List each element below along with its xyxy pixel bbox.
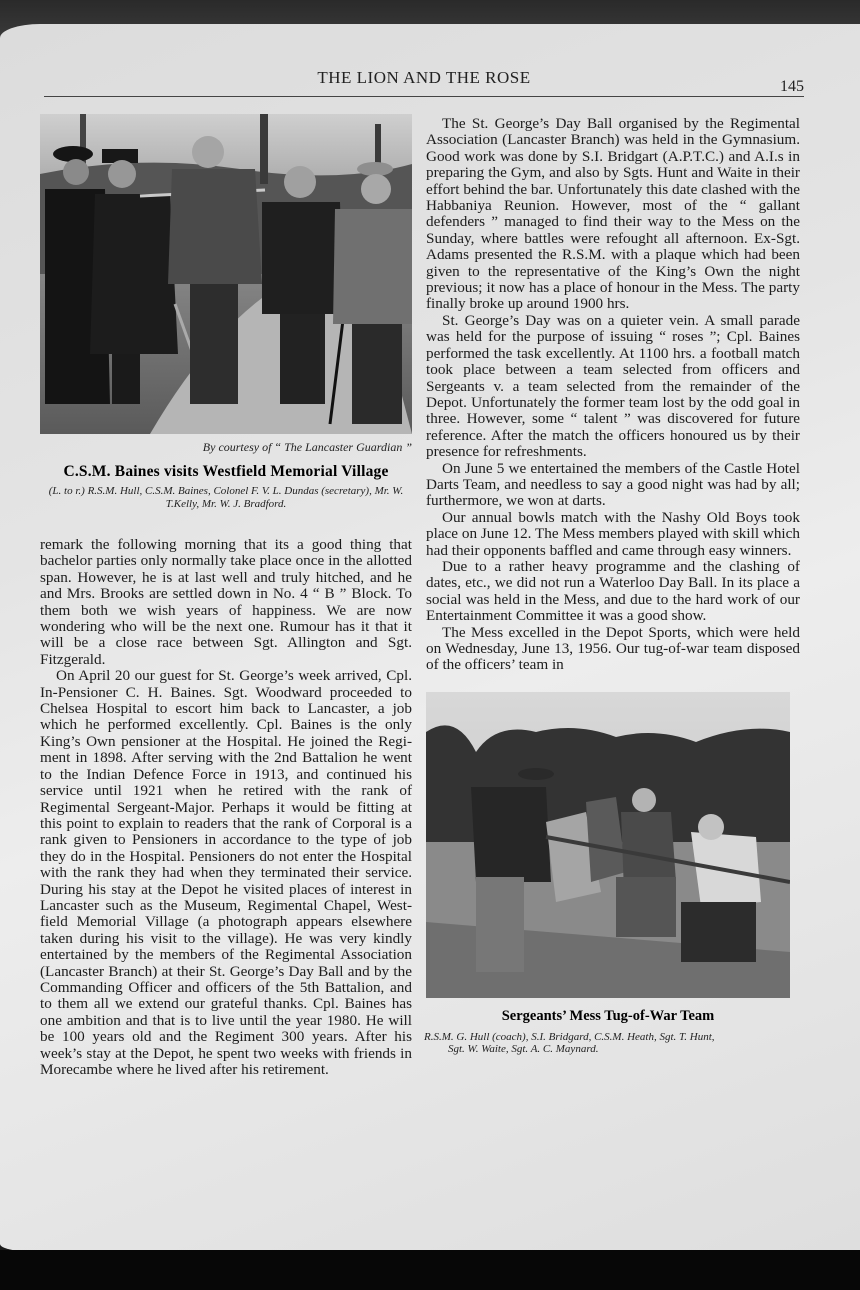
photo-caption-names <box>424 1031 800 1055</box>
left-column-body <box>40 537 412 1078</box>
paragraph: Our annual bowls match with the Nashy Old Boys took place on June 12. The Mess members played with skill which had their opponents baffled and came through easy winners. <box>426 508 800 559</box>
caption-line: Sgt. W. Waite, Sgt. A. C. Maynard. <box>448 1042 599 1055</box>
paragraph: On April 20 our guest for St. George’s week arrived, Cpl. In-Pensioner C. H. Baines. Sgt. Woodward proceeded to Chelsea Hospital to escort him back to Lancaster, a job which he performed excellently. Cpl. Baines is the only King’s Own pensioner at the Hospital. He joined the Regiment in 1898. After serving with the 2nd Battalion he went to the Indian Defence Force in 1913, and continued his service until 1921 when he retired with the rank of Regimental Sergeant-Major. Perhaps it would be fitting at this point to explain to readers that the rank of Corporal is a rank given to Pensioners in accordance to the type of job they do in the Hospital. Pensioners do not enter the Hospital with the rank they had when they terminated their service. During his stay at the Depot he visited places of interest in Lancaster such as the Museum, Regimental Chapel, Westfield Memorial Village (a photograph appears elsewhere taken during his visit to the village). He was very kindly entertained by the members of the Regimental Association (Lancaster Branch) at their St. George’s Day Ball and by the Commanding Officer and officers of the 5th Battalion, and to them all we extend our grateful thanks. Cpl. Baines has one ambition and that is to live until the year 1980. He will be 100 years old and the Regiment 300 years. After his week’s stay at the Depot, he spent two weeks with friends in Morecambe where he lived after his retirement. <box>40 667 412 1078</box>
right-column <box>426 116 800 1055</box>
running-title: THE LION AND THE ROSE <box>317 68 531 87</box>
header-rule <box>44 96 804 97</box>
paragraph: The Mess excelled in the Depot Sports, which were held on Wednesday, June 13, 1956. Our tug-of-war team disposed of the officers’ team in <box>426 623 800 674</box>
photo-caption-title: Sergeants’ Mess Tug-of-War Team <box>501 1007 715 1024</box>
background-bottom <box>0 1250 860 1290</box>
paragraph: On June 5 we entertained the members of the Castle Hotel Darts Team, and needless to say a good night was had by all; furthermore, we won at darts. <box>426 459 800 510</box>
running-header <box>44 46 804 100</box>
photo-credit: By courtesy of “ The Lancaster Guardian ” <box>202 440 412 454</box>
paragraph: remark the following morning that its a good thing that bachelor parties only normally take place once in the allotted span. However, he is at last well and truly hitched, and he and Mrs. Brooks are settled down in No. 4 “ B ” Block. To them both we wish years of happiness. We are now wondering who will be the next one. Rumour has it that it will be a close race between Sgt. Allington and Sgt. Fitzgerald. <box>40 536 412 668</box>
photograph-five-men-icon <box>40 114 412 434</box>
photo-caption-title: C.S.M. Baines visits Westfield Memorial Village <box>63 463 389 480</box>
caption-line: R.S.M. G. Hull (coach), S.I. Bridgard, C.S.M. Heath, Sgt. T. Hunt, <box>424 1030 715 1043</box>
left-column <box>40 114 412 1078</box>
page-number: 145 <box>780 78 804 95</box>
photo-caption-names: (L. to r.) R.S.M. Hull, C.S.M. Baines, Colonel F. V. L. Dundas (secretary), Mr. W. T.Kelly, Mr. W. J. Bradford. <box>48 485 404 510</box>
paragraph: Due to a rather heavy programme and the clashing of dates, etc., we did not run a Waterloo Day Ball. In its place a social was held in the Mess, and due to the hard work of our Entertainment Committee it was a good show. <box>426 557 800 625</box>
paragraph: The St. George’s Day Ball organised by the Regimental Association (Lancaster Branch) was held in the Gymnasium. Good work was done by S.I. Bridgart (A.P.T.C.) and A.I.s in preparing the Gym, and also by Sgts. Hunt and Waite in their effort behind the bar. Unfortunately this date clashed with the Habbaniya Reunion. However, most of the “ gallant defenders ” managed to find their way to the Mess on the Sunday, where battles were refought all afternoon. Ex-Sgt. Adams presented the R.S.M. with a plaque which had been given to the representative of the King’s Own the night previous; it now has a place of honour in the Mess. The party finally broke up around 1900 hrs. <box>426 115 800 313</box>
right-column-body <box>426 116 800 674</box>
photograph-tug-of-war-icon <box>426 692 790 998</box>
paragraph: St. George’s Day was on a quieter vein. A small parade was held for the purpose of issuing “ roses ”; Cpl. Baines performed the task excellently. At 1100 hrs. a football match took place between a team selected from officers and Sergeants v. a team selected from the remainder of the Depot. Unfortunately the former team lost by the odd goal in three. However, some “ talent ” was discovered for future reference. After the match the officers honoured us by their presence for refreshments. <box>426 311 800 461</box>
